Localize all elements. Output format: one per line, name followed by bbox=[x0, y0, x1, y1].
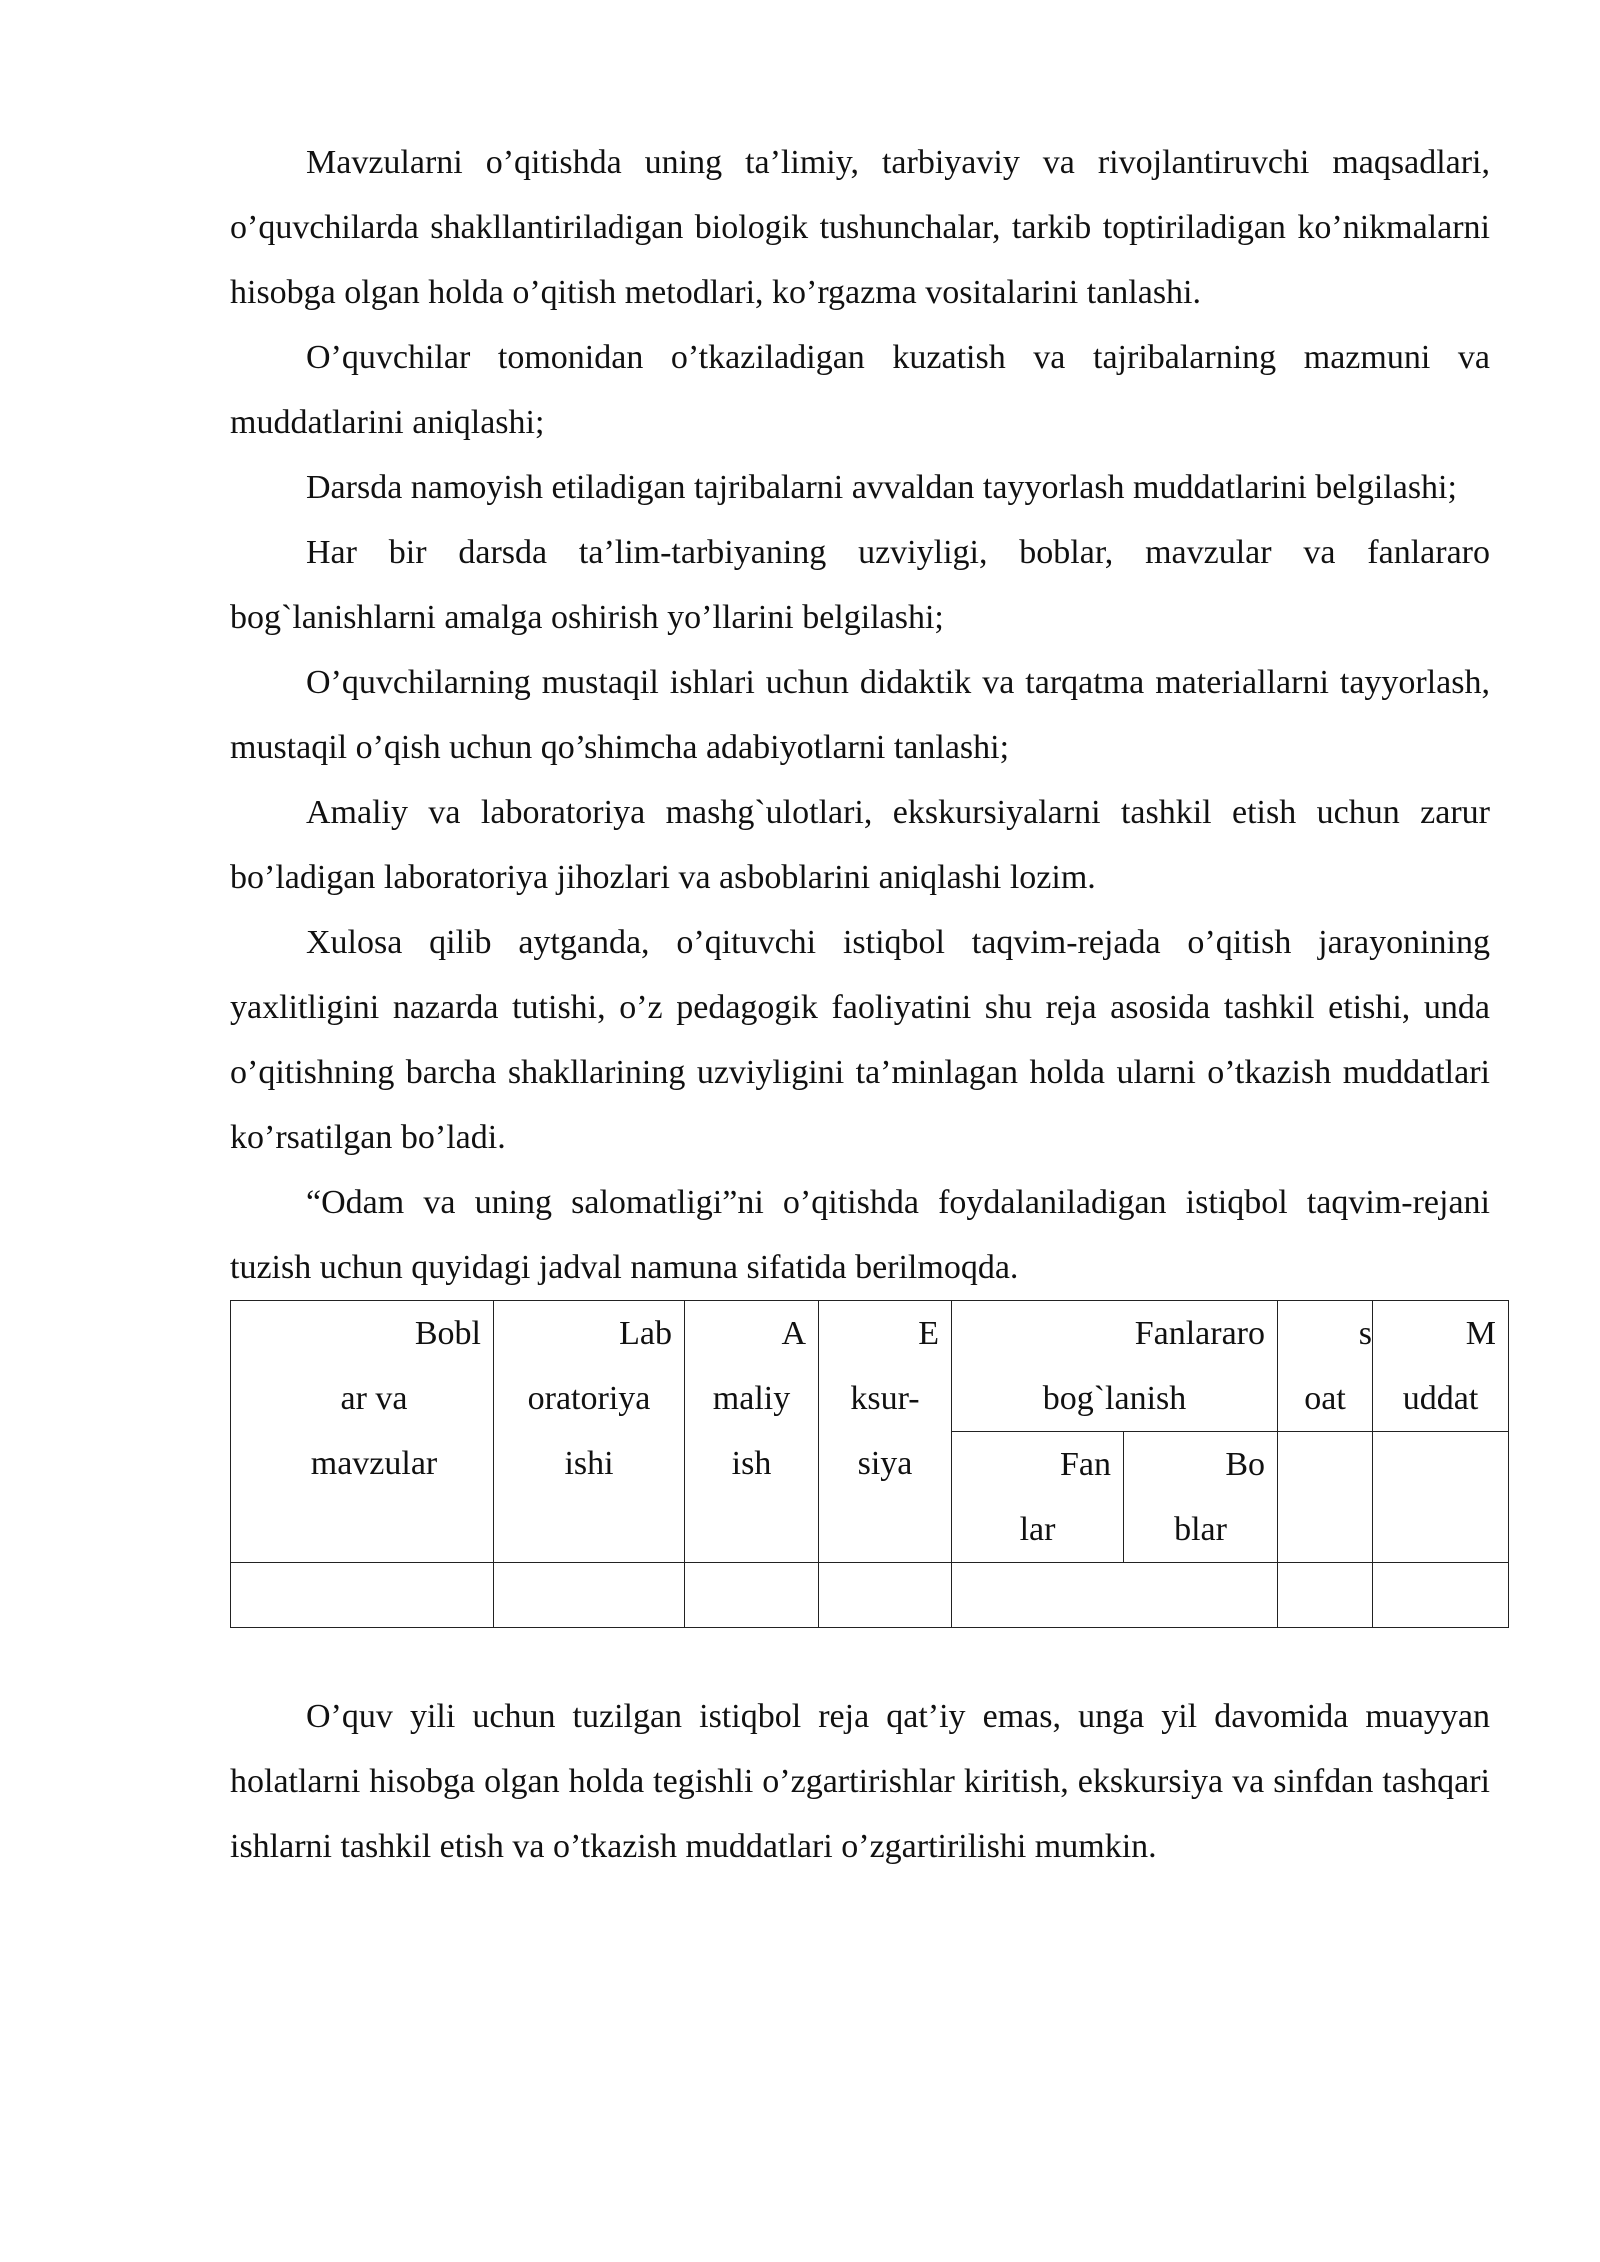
header-cell-chapters-sub: Bo blar bbox=[1124, 1432, 1278, 1563]
header-cell-interdisciplinary: Fanlararo bog`lanish bbox=[952, 1301, 1278, 1432]
header-cell-subjects: Fan lar bbox=[952, 1432, 1124, 1563]
header-cell-empty-deadline bbox=[1373, 1432, 1509, 1563]
header-cell-excursion: E ksur- siya bbox=[819, 1301, 952, 1563]
paragraph-8: “Odam va uning salomatligi”ni o’qitishda foydalaniladigan istiqbol taqvim-rejani tuzish uchun quyidagi jadval namuna sifatida berilmoqda. bbox=[230, 1184, 1490, 1286]
plan-table-wrapper bbox=[230, 1300, 1508, 1628]
paragraph-9: O’quv yili uchun tuzilgan istiqbol reja qat’iy emas, unga yil davomida muayyan holatlarni hisobga olgan holda tegishli o’zgartirishlar kiritish, ekskursiya va sinfdan tashqari ishlarni tashkil etish va o’tkazish muddatlari o’zgartirilishi mumkin. bbox=[230, 1698, 1490, 1865]
paragraph-6: Amaliy va laboratoriya mashg`ulotlari, ekskursiyalarni tashkil etish uchun zarur bo’ladigan laboratoriya jihozlari va asboblarini aniqlashi lozim. bbox=[230, 794, 1490, 896]
table-cell bbox=[819, 1563, 952, 1628]
table-cell bbox=[1373, 1563, 1509, 1628]
document-page bbox=[230, 130, 1497, 1879]
paragraph-4: Har bir darsda ta’lim-tarbiyaning uzviyligi, boblar, mavzular va fanlararo bog`lanishlarni amalga oshirish yo’llarini belgilashi; bbox=[230, 534, 1490, 636]
header-cell-lab: Lab oratoriya ishi bbox=[494, 1301, 685, 1563]
table-cell bbox=[231, 1563, 494, 1628]
plan-table bbox=[230, 1300, 1509, 1628]
table-cell bbox=[685, 1563, 819, 1628]
table-cell bbox=[1278, 1563, 1373, 1628]
paragraph-5: O’quvchilarning mustaqil ishlari uchun didaktik va tarqatma materiallarni tayyorlash, mustaqil o’qish uchun qo’shimcha adabiyotlarni tanlashi; bbox=[230, 664, 1490, 766]
paragraph-2: O’quvchilar tomonidan o’tkaziladigan kuzatish va tajribalarning mazmuni va muddatlarini aniqlashi; bbox=[230, 339, 1490, 441]
paragraph-7: Xulosa qilib aytganda, o’qituvchi istiqbol taqvim-rejada o’qitish jarayonining yaxlitligini nazarda tutishi, o’z pedagogik faoliyatini shu reja asosida tashkil etishi, unda o’qitishning barcha shakllarining uzviyligini ta’minlagan holda ularni o’tkazish muddatlari ko’rsatilgan bo’ladi. bbox=[230, 924, 1490, 1156]
header-cell-chapters: Bobl ar va mavzular bbox=[231, 1301, 494, 1563]
table-header-row-1 bbox=[231, 1301, 1509, 1432]
table-cell bbox=[952, 1563, 1278, 1628]
header-cell-empty-hours bbox=[1278, 1432, 1373, 1563]
paragraph-3: Darsda namoyish etiladigan tajribalarni avvaldan tayyorlash muddatlarini belgilashi; bbox=[306, 469, 1457, 506]
table-cell bbox=[494, 1563, 685, 1628]
header-cell-hours: s oat bbox=[1278, 1301, 1373, 1432]
paragraph-1: Mavzularni o’qitishda uning ta’limiy, tarbiyaviy va rivojlantiruvchi maqsadlari, o’quvchilarda shakllantiriladigan biologik tushunchalar, tarkib toptiriladigan ko’nikmalarni hisobga olgan holda o’qitish metodlari, ko’rgazma vositalarini tanlashi. bbox=[230, 144, 1490, 311]
header-cell-deadline: M uddat bbox=[1373, 1301, 1509, 1432]
header-cell-practical: A maliy ish bbox=[685, 1301, 819, 1563]
table-row bbox=[231, 1563, 1509, 1628]
